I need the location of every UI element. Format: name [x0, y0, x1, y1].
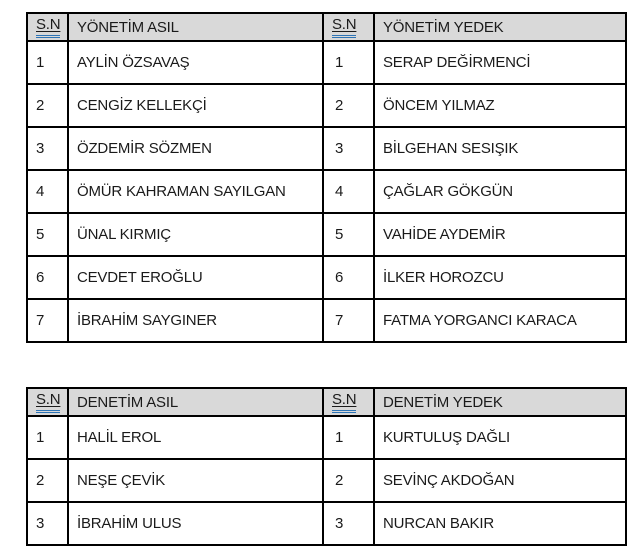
- member-name-cell: VAHİDE AYDEMİR: [374, 213, 626, 256]
- member-name-cell: NURCAN BAKIR: [374, 502, 626, 545]
- serial-number-cell: 3: [27, 502, 68, 545]
- column-header-sn: [323, 388, 374, 416]
- column-header-denetim-yedek: DENETİM YEDEK: [374, 388, 626, 416]
- member-name-cell: ÜNAL KIRMIÇ: [68, 213, 323, 256]
- table-row: [27, 416, 626, 459]
- table-row: [27, 84, 626, 127]
- column-header-yonetim-asil: YÖNETİM ASIL: [68, 13, 323, 41]
- member-name-cell: SERAP DEĞİRMENCİ: [374, 41, 626, 84]
- member-name-cell: CENGİZ KELLEKÇİ: [68, 84, 323, 127]
- serial-number-cell: 3: [323, 127, 374, 170]
- serial-number-cell: 1: [323, 416, 374, 459]
- sn-underlined-label: S.N: [332, 17, 356, 38]
- table-row: [27, 127, 626, 170]
- member-name-cell: NEŞE ÇEVİK: [68, 459, 323, 502]
- member-name-cell: SEVİNÇ AKDOĞAN: [374, 459, 626, 502]
- table-row: [27, 170, 626, 213]
- yonetim-committee-table: [26, 12, 627, 343]
- serial-number-cell: 1: [27, 416, 68, 459]
- sn-underlined-label: S.N: [332, 392, 356, 413]
- sn-underlined-label: S.N: [36, 17, 60, 38]
- table-row: [27, 41, 626, 84]
- table-row: [27, 299, 626, 342]
- sn-underlined-label: S.N: [36, 392, 60, 413]
- member-name-cell: CEVDET EROĞLU: [68, 256, 323, 299]
- member-name-cell: İBRAHİM SAYGINER: [68, 299, 323, 342]
- member-name-cell: ÇAĞLAR GÖKGÜN: [374, 170, 626, 213]
- table-row: [27, 213, 626, 256]
- column-header-sn: [27, 388, 68, 416]
- serial-number-cell: 6: [323, 256, 374, 299]
- member-name-cell: ÖMÜR KAHRAMAN SAYILGAN: [68, 170, 323, 213]
- column-header-sn: [323, 13, 374, 41]
- member-name-cell: ÖZDEMİR SÖZMEN: [68, 127, 323, 170]
- serial-number-cell: 1: [27, 41, 68, 84]
- table-row: [27, 502, 626, 545]
- table-header-row: [27, 13, 626, 41]
- member-name-cell: İBRAHİM ULUS: [68, 502, 323, 545]
- member-name-cell: FATMA YORGANCI KARACA: [374, 299, 626, 342]
- serial-number-cell: 7: [323, 299, 374, 342]
- column-header-yonetim-yedek: YÖNETİM YEDEK: [374, 13, 626, 41]
- serial-number-cell: 6: [27, 256, 68, 299]
- table-row: [27, 256, 626, 299]
- member-name-cell: İLKER HOROZCU: [374, 256, 626, 299]
- member-name-cell: ÖNCEM YILMAZ: [374, 84, 626, 127]
- table-row: [27, 459, 626, 502]
- serial-number-cell: 7: [27, 299, 68, 342]
- serial-number-cell: 5: [323, 213, 374, 256]
- serial-number-cell: 5: [27, 213, 68, 256]
- member-name-cell: BİLGEHAN SESIŞIK: [374, 127, 626, 170]
- serial-number-cell: 2: [27, 84, 68, 127]
- serial-number-cell: 2: [27, 459, 68, 502]
- member-name-cell: KURTULUŞ DAĞLI: [374, 416, 626, 459]
- denetim-committee-table: [26, 387, 627, 546]
- serial-number-cell: 1: [323, 41, 374, 84]
- member-name-cell: HALİL EROL: [68, 416, 323, 459]
- column-header-sn: [27, 13, 68, 41]
- column-header-denetim-asil: DENETİM ASIL: [68, 388, 323, 416]
- serial-number-cell: 4: [323, 170, 374, 213]
- serial-number-cell: 3: [323, 502, 374, 545]
- serial-number-cell: 2: [323, 84, 374, 127]
- serial-number-cell: 4: [27, 170, 68, 213]
- table-header-row: [27, 388, 626, 416]
- member-name-cell: AYLİN ÖZSAVAŞ: [68, 41, 323, 84]
- serial-number-cell: 2: [323, 459, 374, 502]
- serial-number-cell: 3: [27, 127, 68, 170]
